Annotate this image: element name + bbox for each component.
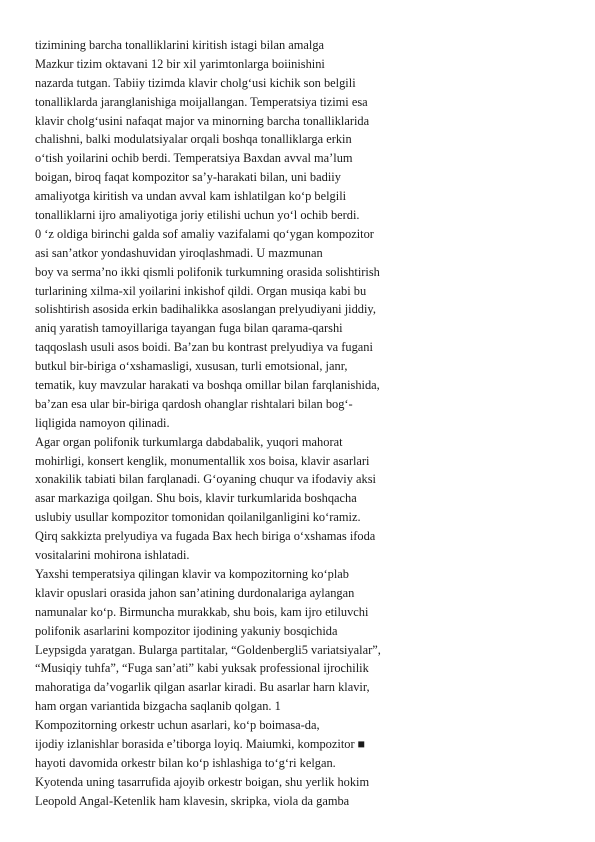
text-line: Kyotenda uning tasarrufida ajoyib orkestr boigan, shu yerlik hokim — [35, 774, 370, 789]
text-line: boy va serma’no ikki qismli polifonik turkumning orasida solishtirish — [35, 264, 380, 279]
text-line: asar markaziga qoilgan. Shu bois, klavir turkumlarida boshqacha — [35, 491, 357, 506]
text-line: tizimining barcha tonalliklarini kiritish istagi bilan amalga — [35, 38, 325, 52]
text-line: hayoti davomida orkestr bilan ko‘p ishlashiga to‘g‘ri kelgan. — [35, 755, 336, 770]
text-line: vositalarini mohirona ishlatadi. — [35, 548, 190, 563]
text-line: mohirligi, konsert kenglik, monumentallik xos boisa, klavir asarlari — [35, 453, 370, 468]
text-line: taqqoslash usuli asos boidi. Ba’zan bu kontrast prelyudiya va fugani — [35, 340, 373, 355]
text-line: solishtirish asosida erkin badihalikka asoslangan prelyudiyani jiddiy, — [35, 302, 376, 317]
text-line: tonalliklarda jaranglanishiga moijallangan. Temperatsiya tizimi esa — [35, 94, 368, 109]
text-line: Kompozitorning orkestr uchun asarlari, ko‘p boimasa-da, — [35, 718, 320, 733]
text-line: ba’zan esa ular bir-biriga qardosh ohanglar rishtalari bilan bog‘- — [35, 396, 353, 411]
text-line: Yaxshi temperatsiya qilingan klavir va kompozitorning ko‘plab — [35, 566, 349, 581]
text-line: tonalliklarni ijro amaliyotiga joriy etilishi uchun yo‘l ochib berdi. — [35, 208, 360, 223]
body-text — [35, 36, 575, 811]
text-line: uslubiy usullar kompozitor tomonidan qoilanilganligini ko‘ramiz. — [35, 510, 361, 525]
text-line: aniq yaratish tamoyillariga tayangan fuga bilan qarama-qarshi — [35, 321, 343, 336]
text-line: mahoratiga da’vogarlik qilgan asarlar kiradi. Bu asarlar harn klavir, — [35, 680, 370, 695]
text-line: klavir opuslari orasida jahon san’atining durdonalariga aylangan — [35, 585, 355, 600]
text-line: Mazkur tizim oktavani 12 bir xil yarimtonlarga boiinishini — [35, 56, 325, 71]
text-line: Leypsigda yaratgan. Bularga partitalar, “Goldenbergli5 variatsiyalar”, — [35, 642, 381, 657]
text-line: ijodiy izlanishlar borasida e’tiborga loyiq. Maiumki, kompozitor ■ — [35, 736, 366, 751]
text-line: xonakilik tabiati bilan farqlanadi. G‘oyaning chuqur va ifodaviy aksi — [35, 472, 376, 487]
text-line: klavir cholg‘usini nafaqat major va minorning barcha tonalliklarida — [35, 113, 370, 128]
text-line: o‘tish yoilarini ochib berdi. Temperatsiya Baxdan avval ma’lum — [35, 151, 353, 166]
text-line: nazarda tutgan. Tabiiy tizimda klavir cholg‘usi kichik son belgili — [35, 75, 356, 90]
text-line: ham organ variantida bizgacha saqlanib qolgan. 1 — [35, 699, 281, 714]
text-line: amaliyotga kiritish va undan avval kam ishlatilgan ko‘p belgili — [35, 189, 347, 204]
text-line: namunalar ko‘p. Birmuncha murakkab, shu bois, kam ijro etiluvchi — [35, 604, 369, 619]
text-line: Agar organ polifonik turkumlarga dabdabalik, yuqori mahorat — [35, 434, 343, 449]
text-line: polifonik asarlarini kompozitor ijodining yakuniy bosqichida — [35, 623, 338, 638]
text-line: liqligida namoyon qilinadi. — [35, 415, 170, 430]
text-line: asi san’atkor yondashuvidan yiroqlashmadi. U mazmunan — [35, 245, 323, 260]
text-line: “Musiqiy tuhfa”, “Fuga san’ati” kabi yuksak professional ijrochilik — [35, 661, 369, 676]
text-line: butkul bir-biriga o‘xshamasligi, xususan, turli emotsional, janr, — [35, 359, 348, 374]
text-line: tematik, kuy mavzular harakati va boshqa omillar bilan farqlanishida, — [35, 378, 380, 393]
text-line: chalishni, balki modulatsiyalar orqali boshqa tonalliklarga erkin — [35, 132, 352, 147]
text-line: boigan, biroq faqat kompozitor sa’y-harakati bilan, uni badiiy — [35, 170, 341, 185]
text-line: Qirq sakkizta prelyudiya va fugada Bax hech biriga o‘xshamas ifoda — [35, 529, 376, 544]
text-line: Leopold Angal-Ketenlik ham klavesin, skripka, viola da gamba — [35, 793, 350, 808]
text-line: turlarining xilma-xil yoilarini inkishof qildi. Organ musiqa kabi bu — [35, 283, 367, 298]
text-line: 0 ‘z oldiga birinchi galda sof amaliy vazifalami qo‘ygan kompozitor — [35, 226, 374, 241]
